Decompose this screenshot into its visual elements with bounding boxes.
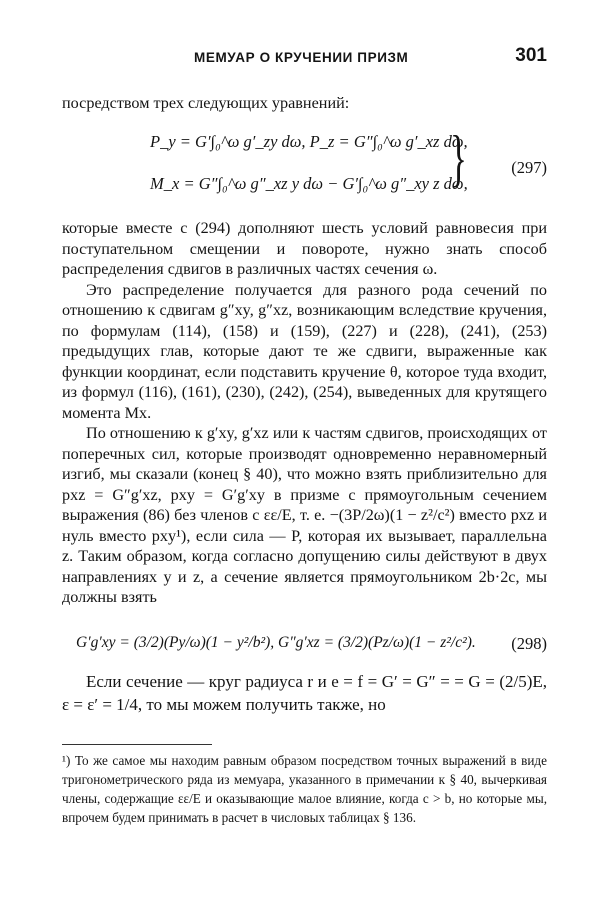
equation-297-line-2: M_x = G″∫₀^ω g″_xz y dω − G′∫₀^ω g″_xy z dω, bbox=[150, 174, 468, 193]
main-text bbox=[62, 218, 547, 608]
equation-297-line-1: P_y = G′∫₀^ω g′_zy dω, P_z = G″∫₀^ω g′_xz dω, bbox=[150, 132, 468, 151]
page-header bbox=[62, 44, 547, 72]
equation-297-number: (297) bbox=[511, 158, 547, 177]
paragraph-2: Это распределение получается для разного рода сечений по отношению к сдвигам g″xy, g″xz, возникающим вследствие кручения, по формулам (114), (158) и (159), (227) и (228), (241), (253) предыдущих глав, которые дают те же сдвиги, выраженные как функции координат, если подставить кручение θ, которое туда входит, из формул (116), (161), (230), (242), (254), выведенных для крутящего момента Mx. bbox=[62, 280, 547, 422]
running-title: МЕМУАР О КРУЧЕНИИ ПРИЗМ bbox=[194, 50, 409, 65]
closing-text bbox=[62, 670, 547, 716]
paragraph-3: По отношению к g′xy, g′xz или к частям сдвигов, происходящих от поперечных сил, которые производят одновременно неравномерный изгиб, мы сказали (конец § 40), что можно взять приблизительно для pxz = G″g′xz, pxy = G′g′xy в призме с прямоугольным сечением выражения (86) без членов с εε/E, т. е. −(3P/2ω)(1 − z²/c²) вместо pxz и нуль вместо pxy¹), если сила — P, которая их вызывает, параллельна z. Таким образом, когда согласно допущению силы действуют в двух направлениях y и z, а сечение является прямоугольником 2b·2c, мы должны взять bbox=[62, 424, 547, 606]
intro-line bbox=[62, 93, 547, 114]
equation-297 bbox=[62, 122, 547, 208]
equation-298-formula: G′g′xy = (3/2)(Py/ω)(1 − y²/b²), G″g′xz = (3/2)(Pz/ω)(1 − z²/c²). bbox=[76, 634, 476, 651]
paragraph-1: которые вместе с (294) дополняют шесть условий равновесия при поступательном смещении и повороте, нужно знать способ распределения сдвигов в различных частях сечения ω. bbox=[62, 219, 547, 278]
page-number: 301 bbox=[515, 45, 547, 66]
intro-text: посредством трех следующих уравнений: bbox=[62, 94, 350, 112]
paragraph-4: Если сечение — круг радиуса r и e = f = G′ = G″ = = G = (2/5)E, ε = ε′ = 1/4, то мы можем получить также, но bbox=[62, 672, 547, 714]
footnote: ¹) То же самое мы находим равным образом посредством точных выражений в виде тригонометрического ряда из мемуара, указанного в примечании к § 40, вычеркивая члены, содержащие εε/E и оказывающие малое влияние, когда c > b, но которые мы, впрочем будем принимать в расчет в числовых таблицах § 136. bbox=[62, 753, 547, 825]
equation-298-number: (298) bbox=[511, 634, 547, 653]
footnote-rule bbox=[62, 744, 212, 745]
equation-298 bbox=[62, 628, 547, 662]
right-brace: } bbox=[450, 122, 467, 193]
